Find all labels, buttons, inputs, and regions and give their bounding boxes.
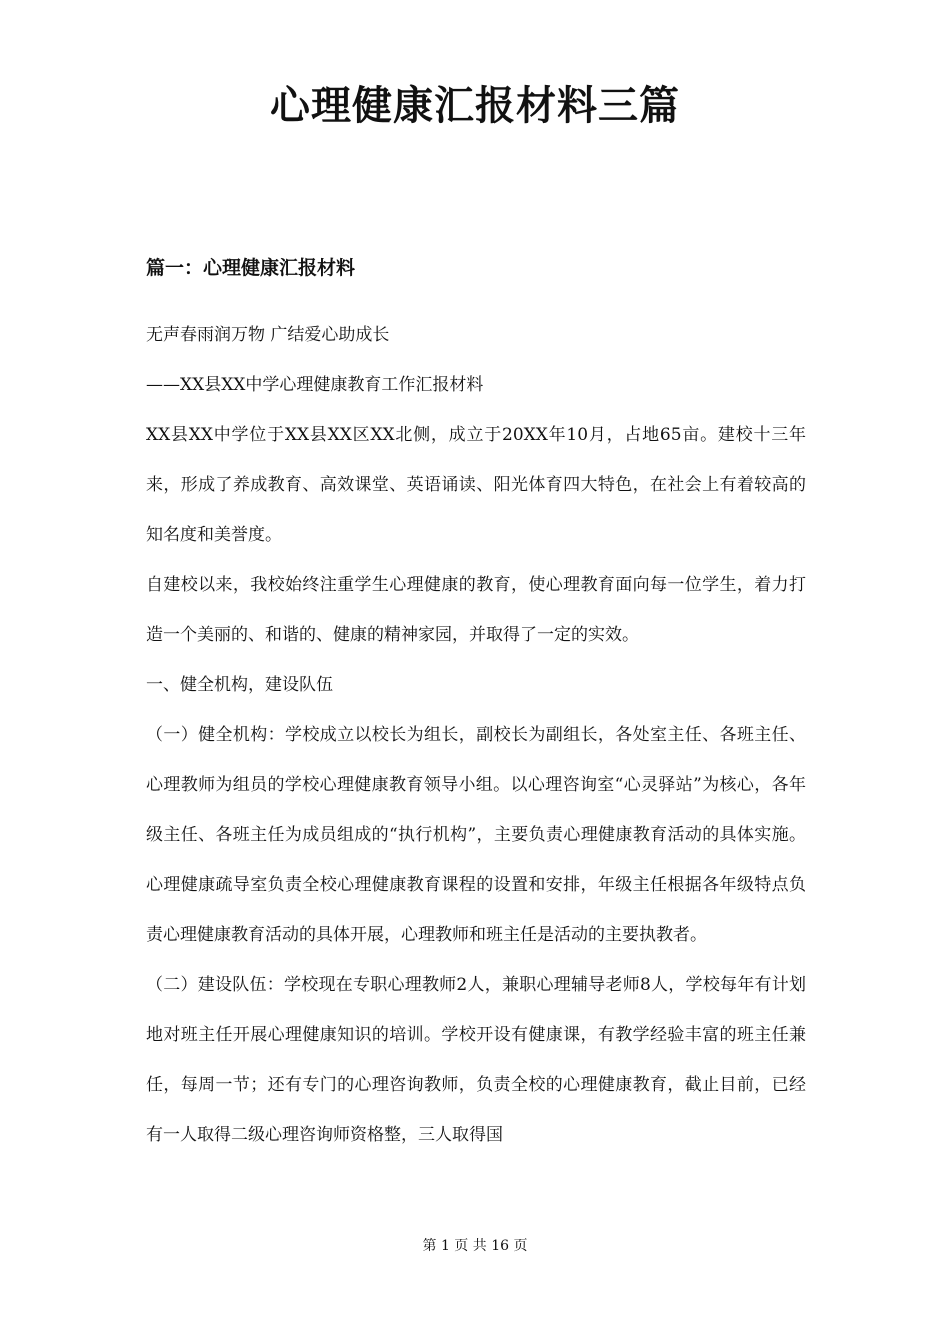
section-heading: 篇一：心理健康汇报材料 (146, 257, 356, 279)
subtitle-source-line: ——XX县XX中学心理健康教育工作汇报材料 (146, 375, 484, 395)
paragraph-school-intro: XX县XX中学位于XX县XX区XX北侧，成立于20XX年10月，占地65亩。建校十三年来，形成了养成教育、高效课堂、英语诵读、阳光体育四大特色，在社会上有着较高的知名度和美誉度。 (146, 425, 806, 545)
subtitle-line: 无声春雨润万物 广结爱心助成长 (146, 325, 390, 345)
page-number-footer: 第 1 页 共 16 页 (422, 1238, 528, 1254)
document-title: 心理健康汇报材料三篇 (270, 83, 680, 129)
paragraph-school-focus: 自建校以来，我校始终注重学生心理健康的教育，使心理教育面向每一位学生，着力打造一个美丽的、和谐的、健康的精神家园，并取得了一定的实效。 (146, 575, 806, 645)
document-body (146, 310, 806, 1160)
paragraph-organization: （一）健全机构：学校成立以校长为组长，副校长为副组长，各处室主任、各班主任、心理教师为组员的学校心理健康教育领导小组。以心理咨询室“心灵驿站”为核心，各年级主任、各班主任为成员组成的“执行机构”，主要负责心理健康教育活动的具体实施。心理健康疏导室负责全校心理健康教育课程的设置和安排，年级主任根据各年级特点负责心理健康教育活动的具体开展，心理教师和班主任是活动的主要执教者。 (146, 725, 806, 945)
heading-organization: 一、健全机构，建设队伍 (146, 675, 333, 695)
paragraph-team: （二）建设队伍：学校现在专职心理教师2人，兼职心理辅导老师8人，学校每年有计划地对班主任开展心理健康知识的培训。学校开设有健康课，有教学经验丰富的班主任兼任，每周一节；还有专门的心理咨询教师，负责全校的心理健康教育，截止目前，已经有一人取得二级心理咨询师资格整，三人取得国 (146, 975, 806, 1145)
